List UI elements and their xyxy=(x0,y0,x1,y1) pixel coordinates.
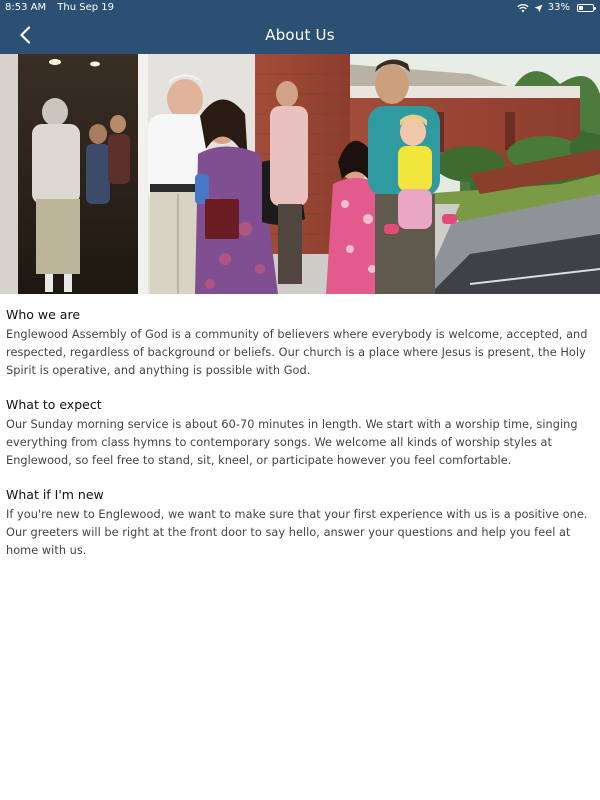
section-who-we-are xyxy=(6,306,592,380)
status-bar xyxy=(0,0,600,16)
section-heading: Who we are xyxy=(6,307,81,322)
section-body: If you're new to Englewood, we want to make sure that your first experience with us is a positive one. Our greeters will be right at the front door to say hello, answer your questions and help you feel at home with us. xyxy=(6,508,588,557)
hero-image xyxy=(0,54,600,294)
location-arrow-icon xyxy=(534,4,543,13)
status-left xyxy=(5,0,122,16)
status-right xyxy=(517,0,594,16)
battery-level xyxy=(579,6,583,10)
battery-icon xyxy=(577,4,594,12)
section-body: Our Sunday morning service is about 60-70 minutes in length. We start with a worship time, singing everything from class hymns to contemporary songs. We welcome all kinds of worship styles at Englewood, so feel free to stand, sit, kneel, or participate however you feel comfortable. xyxy=(6,418,578,467)
section-heading: What if I'm new xyxy=(6,487,104,502)
church-greeting-photo xyxy=(0,54,600,294)
about-content xyxy=(0,306,600,576)
wifi-icon xyxy=(517,3,529,13)
section-body: Englewood Assembly of God is a community of believers where everybody is welcome, accepted, and respected, regardless of background or beliefs. Our church is a place where Jesus is present, the Holy Spirit is operative, and anything is possible with God. xyxy=(6,328,588,377)
navigation-bar xyxy=(0,16,600,54)
status-date: Thu Sep 19 xyxy=(57,2,115,13)
section-what-to-expect xyxy=(6,396,592,470)
page-title: About Us xyxy=(265,26,335,44)
section-what-if-im-new xyxy=(6,486,592,560)
battery-percent: 33% xyxy=(547,2,570,13)
section-heading: What to expect xyxy=(6,397,102,412)
status-time: 8:53 AM xyxy=(5,2,47,13)
